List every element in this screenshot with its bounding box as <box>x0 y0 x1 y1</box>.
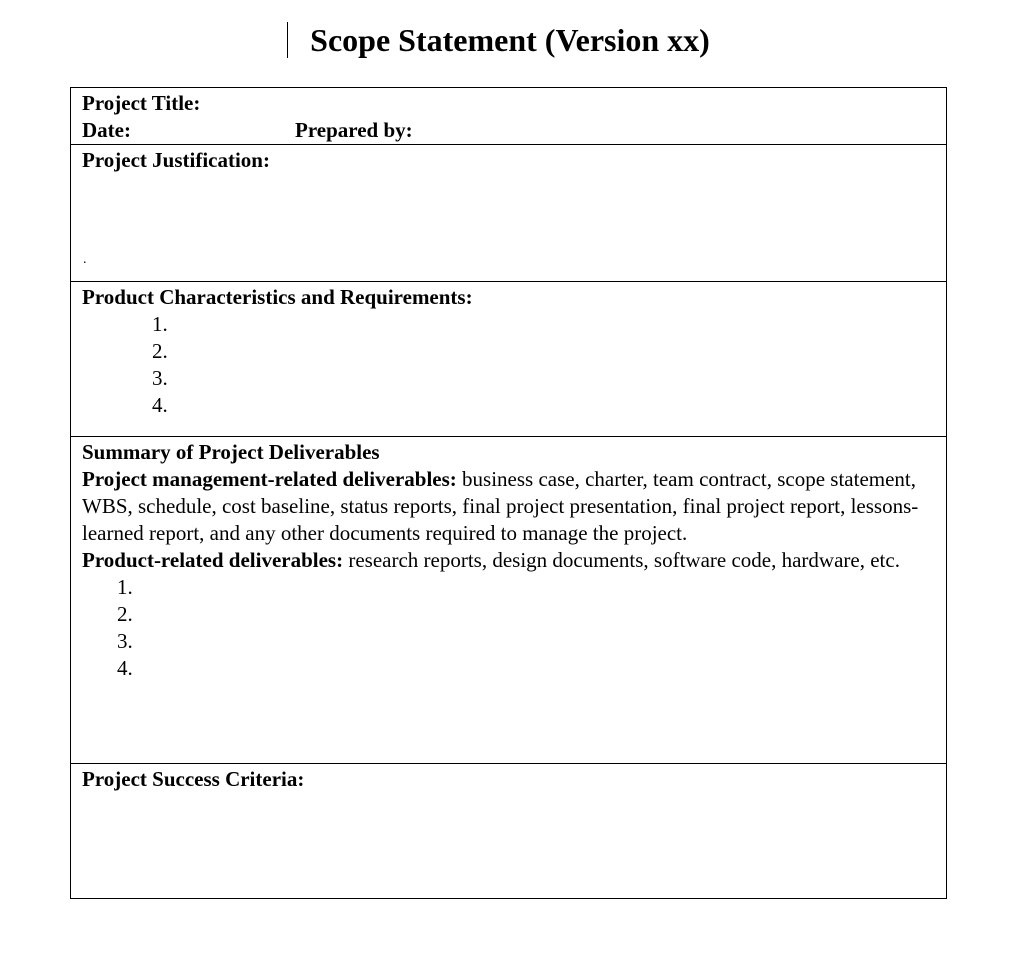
pm-deliverables-text: business case, charter, team contract, scope statement, WBS, schedule, cost baseline, status reports, final project presentation, final project report, lessons-learned report, and any other documents required to manage the project. <box>82 467 919 545</box>
list-item: 3. <box>152 366 168 390</box>
project-justification-label: Project Justification: <box>82 148 270 172</box>
document-title: Scope Statement (Version xx) <box>310 22 710 58</box>
deliverables-heading: Summary of Project Deliverables <box>82 440 380 464</box>
project-title-label: Project Title: <box>82 91 201 115</box>
list-item: 1. <box>152 312 168 336</box>
success-criteria-label: Project Success Criteria: <box>82 767 305 791</box>
requirements-list <box>82 311 926 419</box>
list-item: 4. <box>152 393 168 417</box>
product-deliverables-label: Product-related deliverables: <box>82 548 344 572</box>
header-section <box>71 88 946 144</box>
list-item: 3. <box>117 629 133 653</box>
prepared-by-label: Prepared by: <box>295 118 413 142</box>
scope-statement-form <box>70 87 947 899</box>
list-item: 2. <box>152 339 168 363</box>
deliverables-list <box>82 574 926 682</box>
pm-deliverables-paragraph <box>82 466 926 547</box>
pm-deliverables-label: Project management-related deliverables: <box>82 467 457 491</box>
deliverables-section <box>71 436 946 763</box>
list-item: 1. <box>117 575 133 599</box>
product-deliverables-text: research reports, design documents, software code, hardware, etc. <box>343 548 900 572</box>
list-item: 4. <box>117 656 133 680</box>
product-characteristics-label: Product Characteristics and Requirements: <box>82 285 473 309</box>
requirements-section <box>71 281 946 436</box>
justification-section <box>71 144 946 281</box>
success-criteria-section <box>71 763 946 898</box>
list-item: 2. <box>117 602 133 626</box>
date-label: Date: <box>82 118 131 142</box>
stray-mark: . <box>83 252 87 267</box>
product-deliverables-paragraph <box>82 547 926 574</box>
text-cursor <box>287 22 288 58</box>
